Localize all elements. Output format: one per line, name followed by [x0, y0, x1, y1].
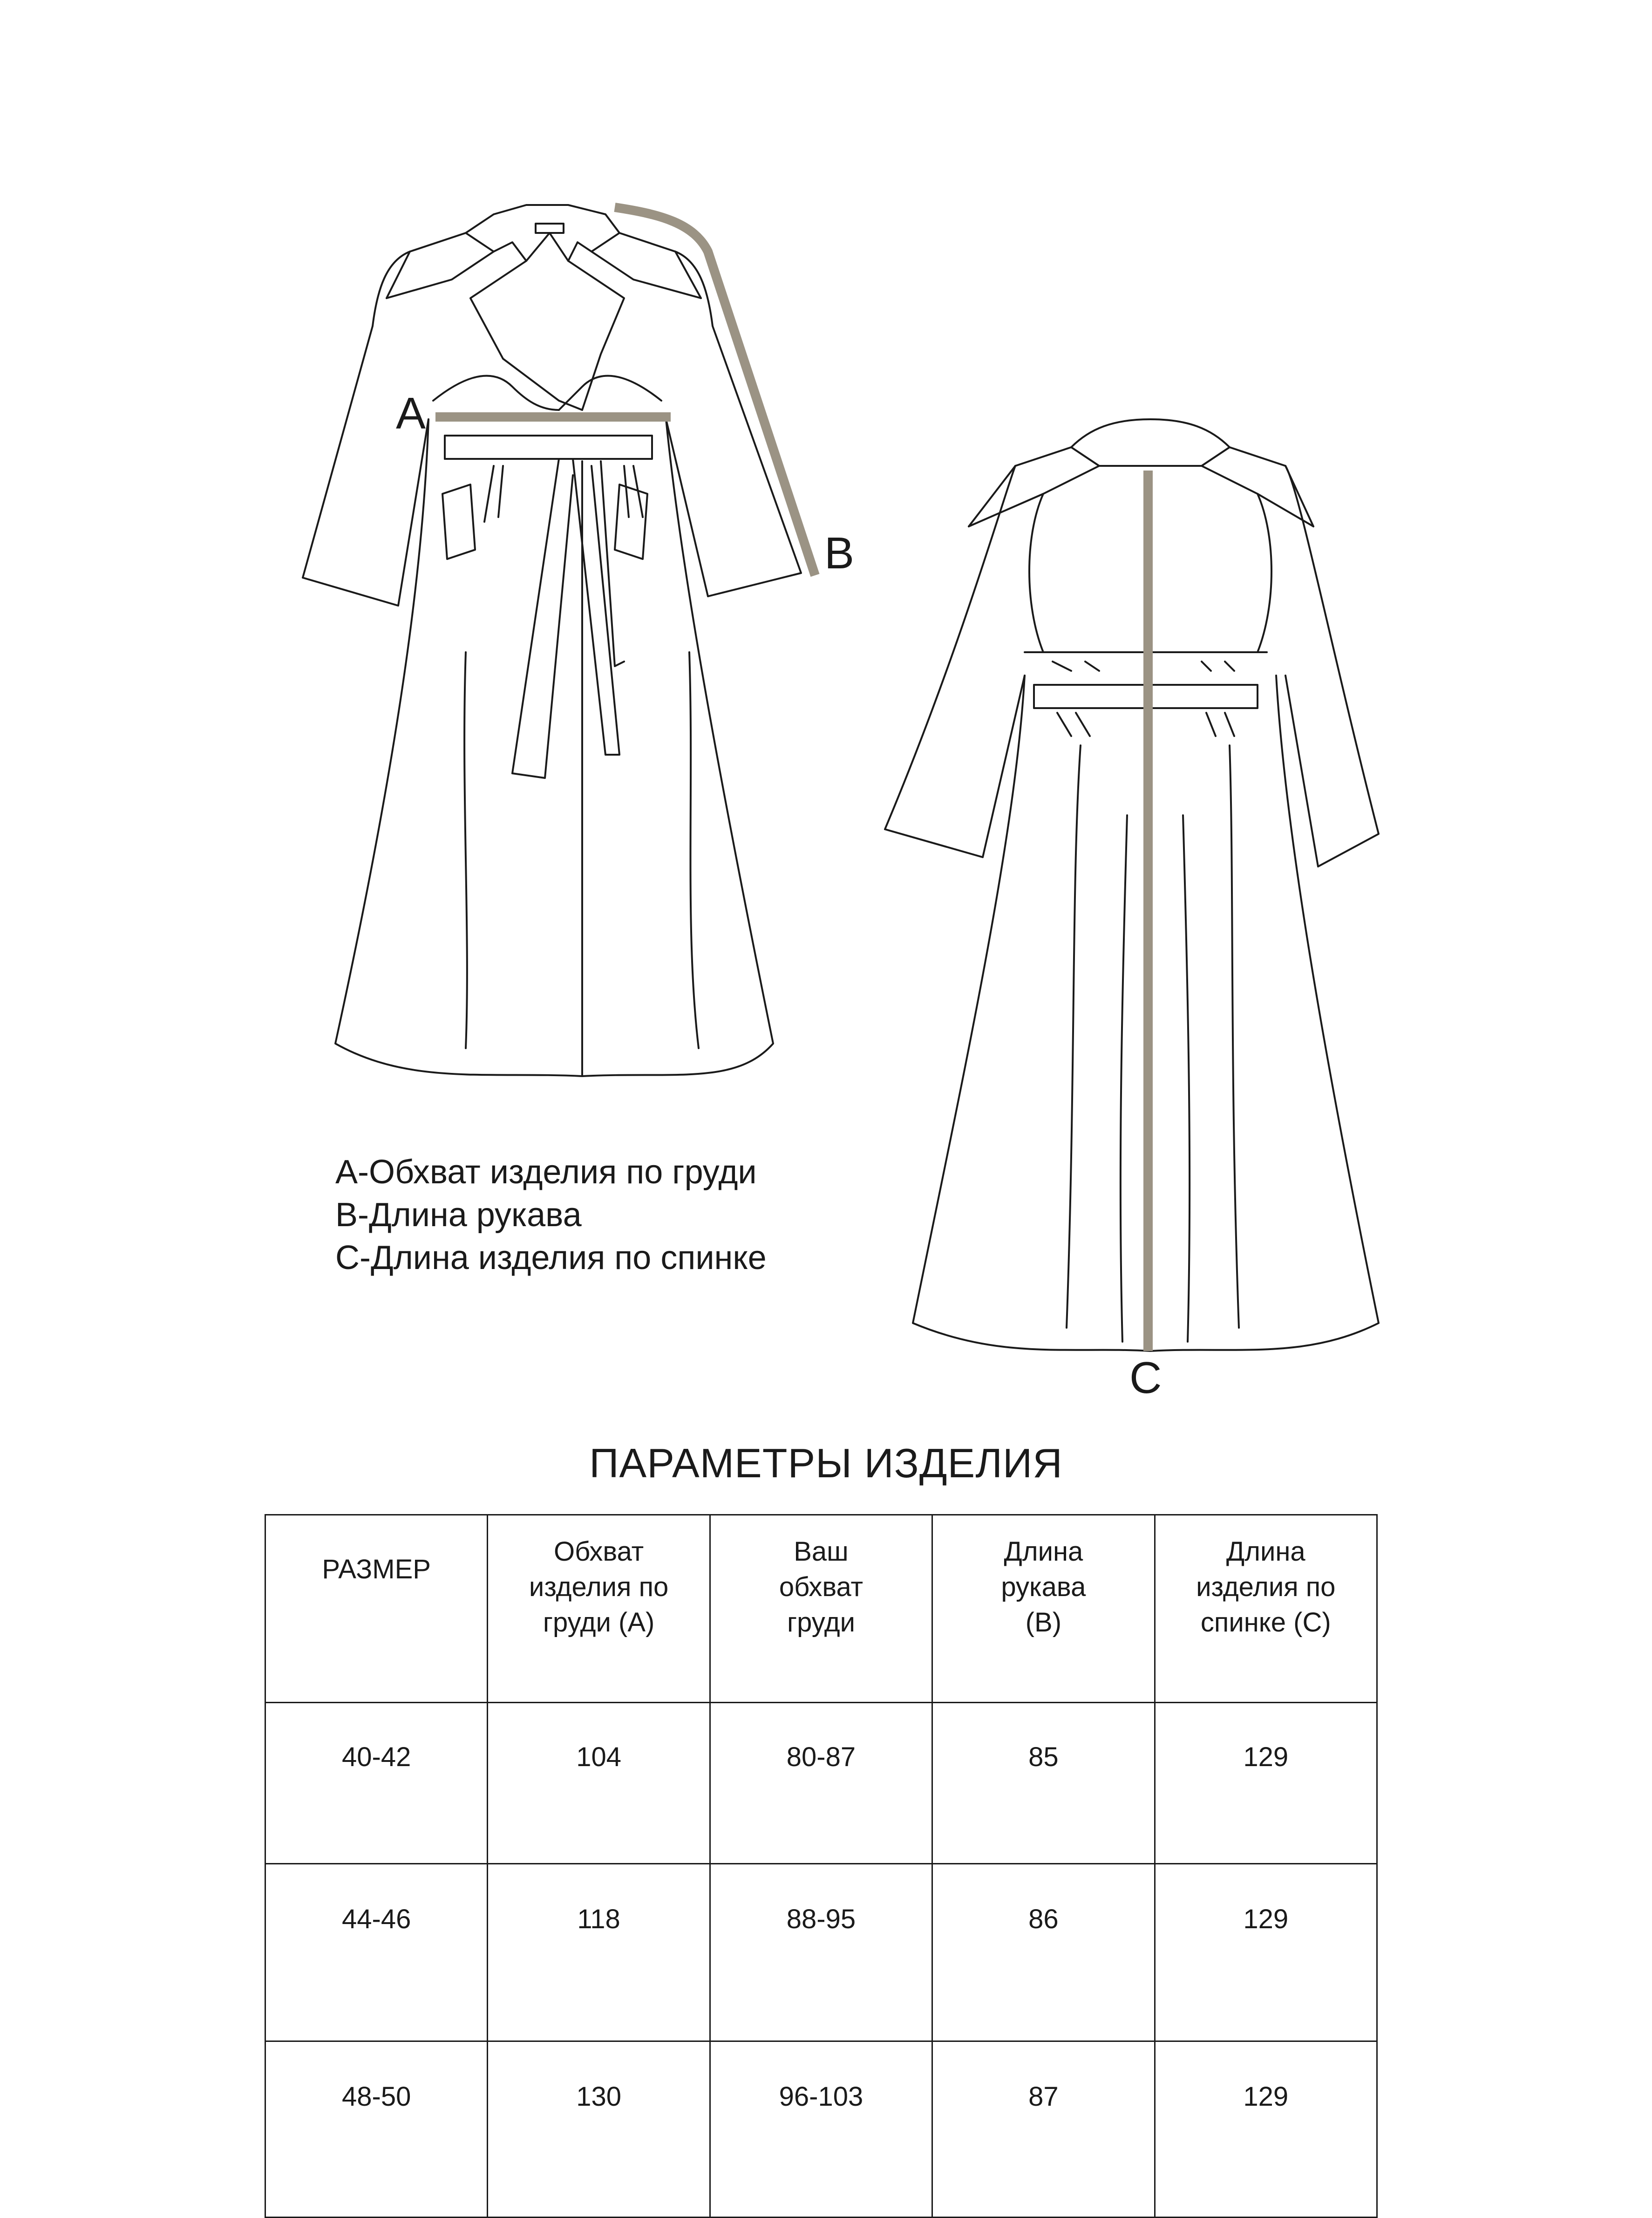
header-your-chest	[710, 1515, 932, 1703]
cell-chest-garment: 118	[488, 1864, 710, 2041]
header-line: изделия по	[529, 1572, 669, 1602]
legend-item-a: A-Обхват изделия по груди	[335, 1153, 757, 1191]
header-size	[265, 1515, 488, 1703]
table-header-row	[265, 1515, 1377, 1703]
cell-your-chest: 88-95	[710, 1864, 932, 2041]
header-line: Длина	[1226, 1536, 1305, 1567]
cell-size: 48-50	[265, 2041, 488, 2218]
table-title: ПАРАМЕТРЫ ИЗДЕЛИЯ	[589, 1440, 1063, 1486]
cell-size: 40-42	[265, 1703, 488, 1864]
cell-sleeve-length: 85	[932, 1703, 1155, 1864]
size-table	[265, 1514, 1378, 2218]
coat-back-view	[885, 419, 1379, 1351]
legend-item-c: C-Длина изделия по спинке	[335, 1239, 767, 1276]
legend-item-b: B-Длина рукава	[335, 1196, 582, 1234]
header-chest-garment	[488, 1515, 710, 1703]
cell-back-length: 129	[1155, 1864, 1377, 2041]
label-b: B	[824, 528, 855, 578]
cell-back-length: 129	[1155, 2041, 1377, 2218]
header-line: груди	[787, 1607, 856, 1638]
header-line: Обхват	[554, 1536, 644, 1567]
measurement-legend	[335, 1151, 767, 1279]
cell-back-length: 129	[1155, 1703, 1377, 1864]
header-line: груди (А)	[543, 1607, 655, 1638]
header-line: Длина	[1004, 1536, 1083, 1567]
cell-chest-garment: 104	[488, 1703, 710, 1864]
header-size-line: РАЗМЕР	[322, 1554, 431, 1584]
header-line: спинке (С)	[1200, 1607, 1331, 1638]
header-line: обхват	[779, 1572, 863, 1602]
table-row	[265, 2041, 1377, 2218]
cell-your-chest: 80-87	[710, 1703, 932, 1864]
header-line: Ваш	[794, 1536, 849, 1567]
header-back-length	[1155, 1515, 1377, 1703]
table-row	[265, 1864, 1377, 2041]
header-line: изделия по	[1196, 1572, 1336, 1602]
cell-chest-garment: 130	[488, 2041, 710, 2218]
cell-your-chest: 96-103	[710, 2041, 932, 2218]
header-sleeve-length	[932, 1515, 1155, 1703]
table-row	[265, 1703, 1377, 1864]
coat-front-view	[303, 205, 801, 1076]
label-a: A	[396, 389, 426, 438]
cell-sleeve-length: 87	[932, 2041, 1155, 2218]
cell-sleeve-length: 86	[932, 1864, 1155, 2041]
label-c: C	[1129, 1353, 1162, 1403]
cell-size: 44-46	[265, 1864, 488, 2041]
header-line: (В)	[1025, 1607, 1062, 1638]
header-line: рукава	[1001, 1572, 1086, 1602]
